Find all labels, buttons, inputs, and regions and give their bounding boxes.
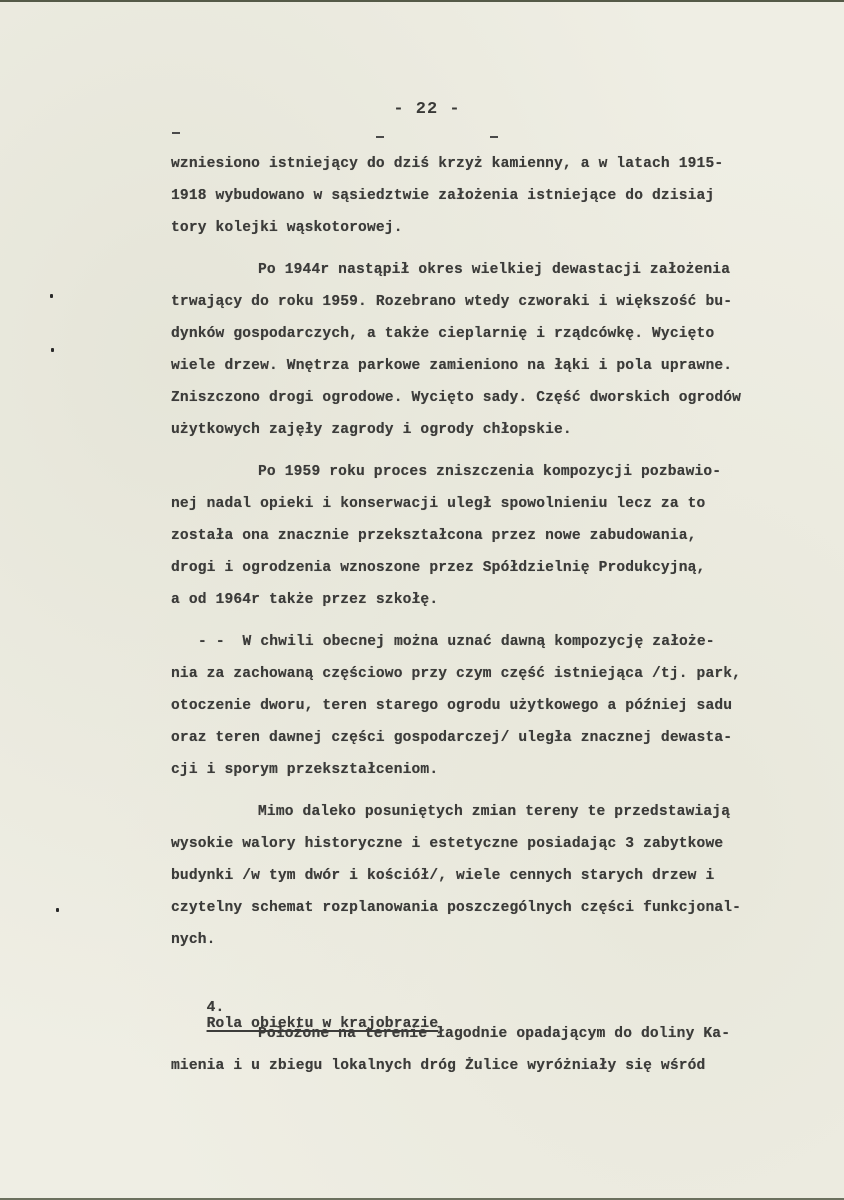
section-title: Rola obiektu w krajobrazie: [206, 1016, 439, 1032]
paragraph-start: Położone na terenie łagodnie opadającym do doliny Ka-: [258, 1026, 731, 1042]
stray-mark: [172, 132, 180, 134]
text-line: trwający do roku 1959. Rozebrano wtedy czworaki i większość bu-: [171, 294, 733, 310]
text-line: otoczenie dworu, teren starego ogrodu użytkowego a później sadu: [171, 698, 733, 714]
text-line: Zniszczono drogi ogrodowe. Wycięto sady. Część dworskich ogrodów: [171, 390, 742, 406]
text-line: cji i sporym przekształceniom.: [171, 762, 439, 778]
text-line: czytelny schemat rozplanowania poszczególnych części funkcjonal-: [171, 900, 742, 916]
text-line: tory kolejki wąskotorowej.: [171, 220, 403, 236]
text-line: budynki /w tym dwór i kościół/, wiele cennych starych drzew i: [171, 868, 715, 884]
text-line: drogi i ogrodzenia wznoszone przez Spółdzielnię Produkcyjną,: [171, 560, 706, 576]
text-line: dynków gospodarczych, a także cieplarnię i rządcówkę. Wycięto: [171, 326, 715, 342]
text-line: 1918 wybudowano w sąsiedztwie założenia istniejące do dzisiaj: [171, 188, 715, 204]
text-line: a od 1964r także przez szkołę.: [171, 592, 439, 608]
text-line: nia za zachowaną częściowo przy czym część istniejąca /tj. park,: [171, 666, 742, 682]
text-line: mienia i u zbiegu lokalnych dróg Żulice wyróżniały się wśród: [171, 1058, 706, 1074]
margin-mark: [51, 348, 54, 352]
text-line: nych.: [171, 932, 216, 948]
text-line: oraz teren dawnej części gospodarczej/ uległa znacznej dewasta-: [171, 730, 733, 746]
paragraph-start: Po 1944r nastąpił okres wielkiej dewastacji założenia: [258, 262, 731, 278]
text-line: wiele drzew. Wnętrza parkowe zamieniono na łąki i pola uprawne.: [171, 358, 733, 374]
paragraph-start: Mimo daleko posuniętych zmian tereny te przedstawiają: [258, 804, 731, 820]
paragraph-start: - - W chwili obecnej można uznać dawną kompozycję założe-: [198, 634, 715, 650]
text-line: wzniesiono istniejący do dziś krzyż kamienny, a w latach 1915-: [171, 156, 724, 172]
text-line: nej nadal opieki i konserwacji uległ spowolnieniu lecz za to: [171, 496, 706, 512]
paragraph-start: Po 1959 roku proces zniszczenia kompozycji pozbawio-: [258, 464, 722, 480]
section-number: 4.: [206, 1000, 225, 1016]
page-number: - 22 -: [393, 100, 461, 119]
stray-mark: [376, 136, 384, 138]
margin-mark: [50, 294, 53, 298]
stray-mark: [490, 136, 498, 138]
text-line: została ona znacznie przekształcona przez nowe zabudowania,: [171, 528, 697, 544]
text-line: użytkowych zajęły zagrody i ogrody chłopskie.: [171, 422, 572, 438]
margin-mark: [56, 908, 59, 912]
text-line: wysokie walory historyczne i estetyczne posiadając 3 zabytkowe: [171, 836, 724, 852]
